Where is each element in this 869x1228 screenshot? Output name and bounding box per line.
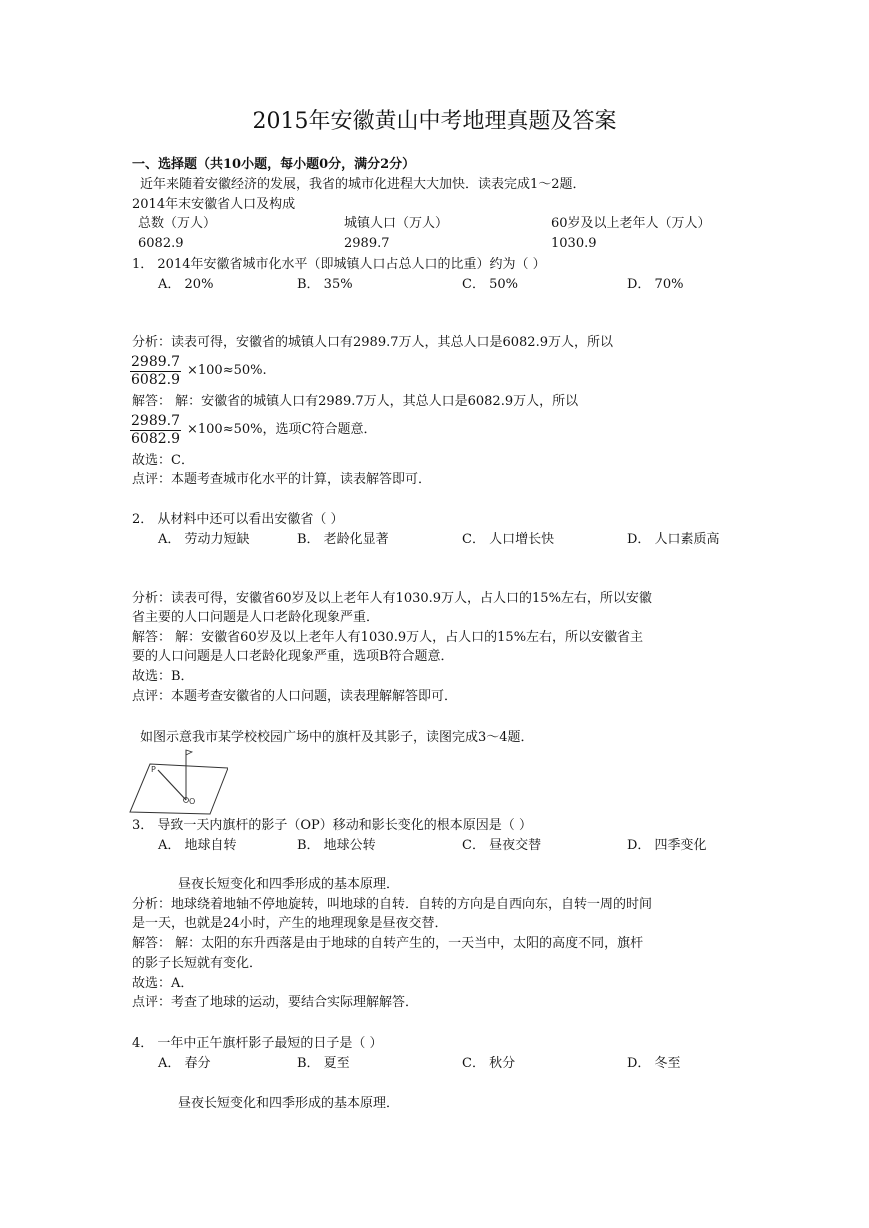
ground-plane: [130, 764, 228, 814]
table-value-total: 6082.9: [138, 236, 184, 251]
table-header-urban: 城镇人口（万人）: [344, 216, 449, 231]
table-value-elderly: 1030.9: [551, 236, 597, 251]
question-3-stem: 3． 导致一天内旗杆的影子（OP）移动和影长变化的根本原因是（ ）: [132, 818, 532, 833]
flag: [186, 750, 192, 755]
question-2-stem: 2． 从材料中还可以看出安徽省（ ）: [132, 512, 344, 527]
section-heading: 一、选择题（共10小题，每小题0分，满分2分）: [132, 157, 416, 172]
question-1-option-c: C． 50%: [462, 277, 518, 292]
question-3-option-c: C． 昼夜交替: [462, 838, 542, 853]
question-1-fraction-1: [130, 354, 181, 389]
question-1-stem: 1． 2014年安徽省城市化水平（即城镇人口占总人口的比重）约为（ ）: [132, 257, 546, 272]
question-4-stem: 4． 一年中正午旗杆影子最短的日子是（ ）: [132, 1036, 383, 1051]
question-3-note: 昼夜长短变化和四季形成的基本原理．: [178, 877, 400, 892]
question-4-option-b: B． 夏至: [297, 1056, 350, 1071]
shadow-line: [158, 770, 186, 800]
table-title: 2014年末安徽省人口及构成: [132, 197, 296, 212]
question-2-option-b: B． 老龄化显著: [297, 532, 389, 547]
question-2-option-c: C． 人口增长快: [462, 532, 555, 547]
question-2-answer-line-2: 要的人口问题是人口老龄化现象严重，选项B符合题意．: [132, 649, 454, 664]
flagpole-shadow-figure: [128, 746, 228, 816]
fraction-denominator: 6082.9: [131, 372, 180, 388]
question-2-analysis-line-1: 分析：读表可得，安徽省60岁及以上老年人有1030.9万人，占人口的15%左右，所以安徽: [132, 591, 652, 606]
question-3-option-b: B． 地球公转: [297, 838, 376, 853]
label-o: O: [189, 797, 196, 806]
fraction-numerator: 2989.7: [131, 354, 180, 370]
question-2-option-a: A． 劳动力短缺: [158, 532, 250, 547]
intro-2-text: 如图示意我市某学校校园广场中的旗杆及其影子，读图完成3～4题．: [140, 730, 534, 745]
label-p: P: [151, 765, 156, 774]
question-1-comment: 点评：本题考查城市化水平的计算，读表解答即可．: [132, 472, 432, 487]
question-4-note: 昼夜长短变化和四季形成的基本原理．: [178, 1096, 400, 1111]
question-2-comment: 点评：本题考查安徽省的人口问题，读表理解解答即可．: [132, 689, 458, 704]
question-3-option-d: D． 四季变化: [627, 838, 707, 853]
question-2-answer-line-1: 解答： 解：安徽省60岁及以上老年人有1030.9万人，占人口的15%左右，所以安徽省主: [132, 630, 644, 645]
question-3-comment: 点评：考查了地球的运动，要结合实际理解解答．: [132, 995, 419, 1010]
question-1-analysis: 分析：读表可得，安徽省的城镇人口有2989.7万人，其总人口是6082.9万人，所以: [132, 335, 613, 350]
fraction-denominator: 6082.9: [131, 431, 180, 447]
question-1-option-b: B． 35%: [297, 277, 353, 292]
document-title: 2015年安徽黄山中考地理真题及答案: [252, 109, 617, 134]
question-4-option-d: D． 冬至: [627, 1056, 681, 1071]
question-2-option-d: D． 人口素质高: [627, 532, 720, 547]
question-1-analysis-tail: ×100≈50%.: [187, 363, 267, 378]
question-1-choice: 故选：C．: [132, 453, 194, 468]
question-4-option-a: A． 春分: [158, 1056, 211, 1071]
table-value-urban: 2989.7: [344, 236, 390, 251]
question-2-choice: 故选：B．: [132, 669, 194, 684]
question-1-fraction-2: [130, 413, 181, 448]
question-3-answer-line-1: 解答： 解：太阳的东升西落是由于地球的自转产生的，一天当中，太阳的高度不同，旗杆: [132, 936, 644, 951]
question-3-choice: 故选：A．: [132, 976, 194, 991]
question-3-answer-line-2: 的影子长短就有变化．: [132, 956, 263, 971]
table-header-total: 总数（万人）: [138, 216, 217, 231]
question-4-option-c: C． 秋分: [462, 1056, 516, 1071]
question-3-analysis-line-2: 是一天，也就是24小时，产生的地理现象是昼夜交替．: [132, 916, 448, 931]
question-1-answer: 解答： 解：安徽省的城镇人口有2989.7万人，其总人口是6082.9万人，所以: [132, 394, 579, 409]
question-3-analysis-line-1: 分析：地球绕着地轴不停地旋转，叫地球的自转．自转的方向是自西向东，自转一周的时间: [132, 897, 653, 912]
question-1-option-a: A． 20%: [158, 277, 214, 292]
question-3-option-a: A． 地球自转: [158, 838, 237, 853]
question-1-answer-tail: ×100≈50%，选项C符合题意．: [187, 422, 377, 437]
fraction-numerator: 2989.7: [131, 413, 180, 429]
question-2-analysis-line-2: 省主要的人口问题是人口老龄化现象严重．: [132, 610, 380, 625]
table-header-elderly: 60岁及以上老年人（万人）: [551, 216, 711, 231]
intro-text: 近年来随着安徽经济的发展，我省的城市化进程大大加快．读表完成1～2题．: [140, 177, 586, 192]
question-1-option-d: D． 70%: [627, 277, 684, 292]
